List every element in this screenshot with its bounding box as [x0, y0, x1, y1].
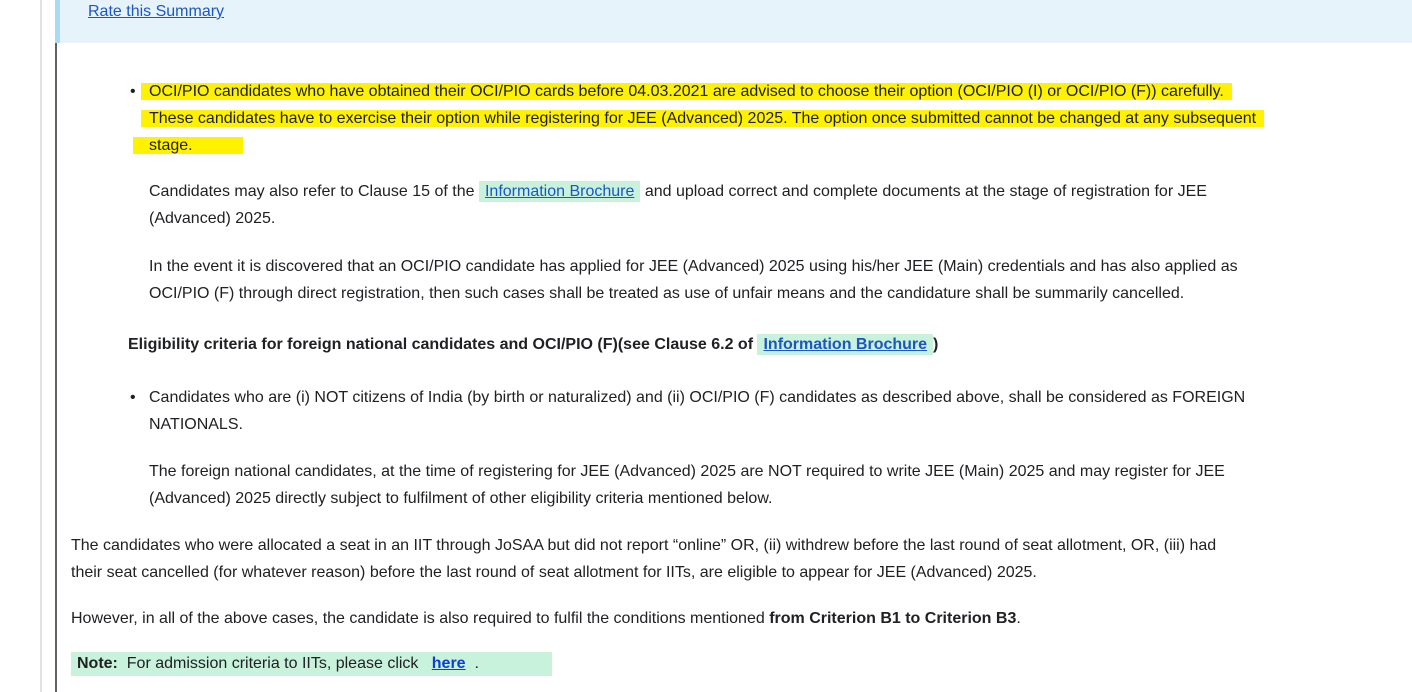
highlighted-text: These candidates have to exercise their option while registering for JEE (Advanced) 2025. The option once submitted cannot be changed at any subsequent	[141, 110, 1264, 127]
page-left-border	[40, 0, 42, 692]
oci-option-line-2	[141, 105, 1264, 132]
foreign-nationals-line-1: Candidates who are (i) NOT citizens of India (by birth or naturalized) and (ii) OCI/PIO (F) candidates as described above, shall be considered as FOREIGN	[149, 389, 1246, 406]
heading-text: Eligibility criteria for foreign national candidates and OCI/PIO (F)(see Clause 6.2 of	[128, 336, 754, 353]
brochure-paragraph-line-1	[149, 178, 1207, 205]
josaa-paragraph-line-2: their seat cancelled (for whatever reason) before the last round of seat allotment for IITs, are eligible to appear for JEE (Advanced) 2025.	[71, 564, 1037, 581]
bullet-dot: •	[130, 389, 136, 406]
unfair-means-line-1: In the event it is discovered that an OCI/PIO candidate has applied for JEE (Advanced) 2025 using his/her JEE (Main) credentials and has also applied as	[149, 258, 1238, 275]
note-end: .	[474, 655, 479, 672]
however-paragraph	[71, 605, 1021, 632]
unfair-means-line-2: OCI/PIO (F) through direct registration, then such cases shall be treated as use of unfair means and the candidature shall be summarily cancelled.	[149, 285, 1185, 302]
foreign-nationals-line-2: NATIONALS.	[149, 416, 243, 433]
note-text: For admission criteria to IITs, please click	[126, 655, 419, 672]
highlighted-text: stage.	[133, 137, 243, 154]
text: Candidates may also refer to Clause 15 of the	[149, 183, 475, 200]
text: .	[1016, 610, 1021, 627]
link-highlight	[757, 334, 933, 355]
bullet-dot: •	[130, 83, 136, 100]
text: and upload correct and complete documents at the stage of registration for JEE	[644, 183, 1207, 200]
oci-option-line-3	[133, 132, 243, 159]
brochure-paragraph-line-2: (Advanced) 2025.	[149, 210, 276, 227]
foreign-registration-line-1: The foreign national candidates, at the time of registering for JEE (Advanced) 2025 are NOT required to write JEE (Main) 2025 and may register for JEE	[149, 463, 1225, 480]
content-left-border	[55, 43, 57, 692]
criterion-range: from Criterion B1 to Criterion B3	[769, 610, 1017, 627]
oci-option-line-1	[141, 78, 1232, 105]
text: However, in all of the above cases, the candidate is also required to fulfil the conditions mentioned	[71, 610, 765, 627]
foreign-registration-line-2: (Advanced) 2025 directly subject to fulfilment of other eligibility criteria mentioned below.	[149, 490, 773, 507]
eligibility-heading	[128, 331, 938, 358]
josaa-paragraph-line-1: The candidates who were allocated a seat in an IIT through JoSAA but did not report “online” OR, (ii) withdrew before the last round of seat allotment, OR, (iii) had	[71, 537, 1217, 554]
note-label: Note:	[77, 655, 118, 672]
link-highlight	[479, 181, 640, 202]
highlighted-text: OCI/PIO candidates who have obtained their OCI/PIO cards before 04.03.2021 are advised to choose their option (OCI/PIO (I) or OCI/PIO (F)) carefully.	[141, 83, 1232, 100]
note-box	[71, 652, 552, 676]
information-brochure-link-2[interactable]: Information Brochure	[763, 336, 928, 353]
summary-bar	[55, 0, 1412, 43]
rate-summary-link[interactable]: Rate this Summary	[88, 3, 225, 20]
heading-close: )	[933, 336, 939, 353]
information-brochure-link[interactable]: Information Brochure	[484, 183, 635, 200]
here-link[interactable]: here	[431, 655, 466, 672]
